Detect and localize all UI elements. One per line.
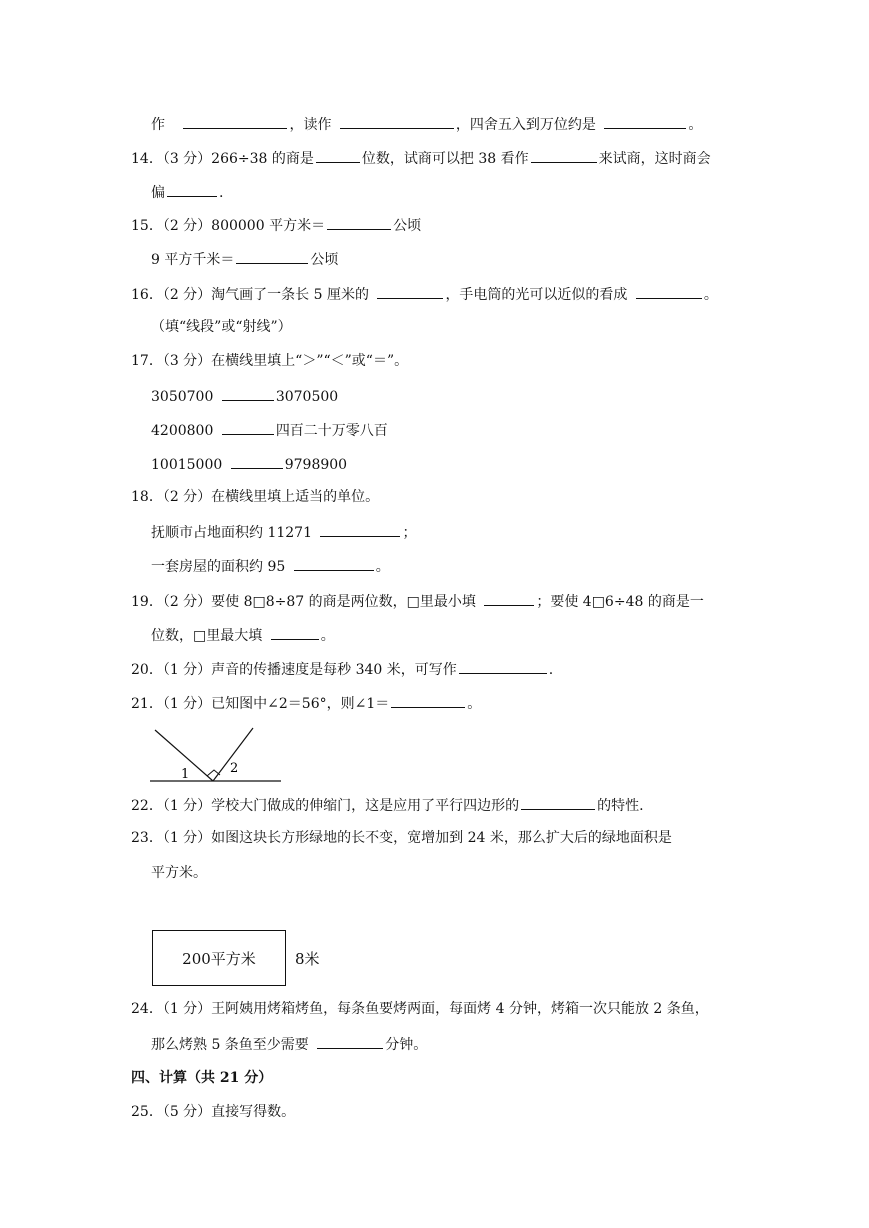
q19-line-2 — [151, 624, 335, 646]
q13-text-a: 作 — [151, 117, 165, 133]
q18-line — [131, 487, 379, 507]
q24-text-a: 24．（1 分）王阿姨用烤箱烤鱼，每条鱼要烤两面，每面烤 4 分钟，烤箱一次只能放 2 条鱼， — [131, 1001, 709, 1017]
q22-blank[interactable] — [521, 794, 595, 810]
q15-line-2 — [151, 248, 338, 270]
q19-text-d: 。 — [320, 628, 335, 644]
q17-row3-left: 10015000 — [151, 457, 223, 473]
q16-blank-2[interactable] — [636, 283, 702, 299]
q16-text-a: 16．（2 分）淘气画了一条长 5 厘米的 — [131, 287, 369, 303]
q17-row-1 — [151, 385, 338, 407]
q18-blank-2[interactable] — [294, 555, 374, 571]
q19-text-c: 位数，□里最大填 — [151, 628, 263, 644]
q20-blank[interactable] — [459, 658, 547, 674]
q24-line-1 — [131, 999, 709, 1019]
q15-text-c: 9 平方千米＝ — [151, 252, 235, 268]
angle-figure — [145, 722, 285, 784]
q21-line — [131, 692, 481, 714]
q23-line-2 — [151, 863, 207, 883]
q24-text-b: 那么烤熟 5 条鱼至少需要 — [151, 1037, 309, 1053]
q21-blank[interactable] — [391, 692, 465, 708]
section-4-title: 四、计算（共 21 分） — [131, 1070, 273, 1086]
angle-1-label: 1 — [181, 767, 190, 782]
q13-blank-1[interactable] — [183, 113, 287, 129]
q14-text-b: 位数，试商可以把 38 看作 — [361, 151, 529, 167]
q24-line-2 — [151, 1033, 427, 1055]
q14-line-2 — [151, 181, 223, 203]
q17-row2-right: 四百二十万零八百 — [275, 423, 388, 439]
q18-blank-1[interactable] — [320, 521, 400, 537]
q17-row-3 — [151, 453, 347, 475]
q18-row-2 — [151, 555, 390, 577]
q23-line-1 — [131, 828, 672, 848]
q19-blank-1[interactable] — [484, 590, 534, 606]
q18-row-1 — [151, 521, 416, 543]
q22-text-b: 的特性. — [597, 798, 644, 814]
rectangle-area-label: 200平方米 — [182, 949, 256, 968]
q17-blank-2[interactable] — [222, 419, 274, 435]
green-area-rectangle — [152, 930, 286, 986]
q18-row2-text: 一套房屋的面积约 95 — [151, 559, 286, 575]
q13-text-b: ，读作 — [289, 117, 332, 133]
q14-line-1 — [131, 147, 711, 169]
q17-row2-left: 4200800 — [151, 423, 214, 439]
q15-text-a: 15．（2 分）800000 平方米＝ — [131, 218, 326, 234]
q17-row1-left: 3050700 — [151, 389, 214, 405]
section-4-heading — [131, 1068, 272, 1088]
q14-text-e: . — [219, 185, 224, 201]
q19-line-1 — [131, 590, 704, 612]
q22-text-a: 22．（1 分）学校大门做成的伸缩门，这是应用了平行四边形的 — [131, 798, 520, 814]
q13-line — [151, 113, 702, 135]
q24-blank[interactable] — [317, 1033, 383, 1049]
q16-text-c: 。 — [703, 287, 718, 303]
q18-row2-end: 。 — [375, 559, 390, 575]
q19-text-a: 19．（2 分）要使 8□8÷87 的商是两位数，□里最小填 — [131, 594, 476, 610]
q25-text: 25．（5 分）直接写得数。 — [131, 1104, 296, 1120]
q25-line — [131, 1102, 295, 1122]
q16-blank-1[interactable] — [377, 283, 443, 299]
q14-text-d: 偏 — [151, 185, 165, 201]
q13-blank-3[interactable] — [604, 113, 686, 129]
q23-text-b: 平方米。 — [151, 865, 207, 881]
q20-line — [131, 658, 553, 680]
angle-2-label: 2 — [230, 761, 239, 776]
q14-blank-1[interactable] — [316, 147, 360, 163]
q16-text-b: ，手电筒的光可以近似的看成 — [445, 287, 628, 303]
q20-text-a: 20．（1 分）声音的传播速度是每秒 340 米，可写作 — [131, 662, 457, 678]
q22-line — [131, 794, 644, 816]
q15-blank-1[interactable] — [327, 214, 391, 230]
q21-text-a: 21．（1 分）已知图中∠2＝56°，则∠1＝ — [131, 696, 390, 712]
q17-line — [131, 351, 408, 371]
q17-blank-1[interactable] — [222, 385, 274, 401]
q15-line-1 — [131, 214, 421, 236]
q21-text-b: 。 — [467, 696, 482, 712]
q14-blank-3[interactable] — [167, 181, 217, 197]
q23-text-a: 23．（1 分）如图这块长方形绿地的长不变，宽增加到 24 米，那么扩大后的绿地面积是 — [131, 830, 672, 846]
q14-blank-2[interactable] — [531, 147, 597, 163]
q16-text-d: （填“线段”或“射线”） — [151, 319, 292, 335]
q15-blank-2[interactable] — [236, 248, 308, 264]
q17-blank-3[interactable] — [231, 453, 283, 469]
q15-text-b: 公顷 — [393, 218, 422, 234]
q16-line-2 — [151, 317, 292, 337]
q17-row-2 — [151, 419, 388, 441]
q24-text-c: 分钟。 — [385, 1037, 428, 1053]
q19-text-b: ；要使 4□6÷48 的商是一 — [536, 594, 704, 610]
q16-line-1 — [131, 283, 718, 305]
q13-blank-2[interactable] — [340, 113, 454, 129]
q13-text-c: ，四舍五入到万位约是 — [455, 117, 596, 133]
q13-text-d: 。 — [688, 117, 703, 133]
q14-text-c: 来试商，这时商会 — [598, 151, 711, 167]
q18-text: 18．（2 分）在横线里填上适当的单位。 — [131, 489, 380, 505]
rectangle-side-label: 8米 — [295, 950, 320, 968]
q20-text-b: . — [548, 662, 554, 678]
q18-row1-end: ； — [402, 525, 417, 541]
q17-row3-right: 9798900 — [284, 457, 348, 473]
q15-text-d: 公顷 — [310, 252, 339, 268]
q14-text-a: 14．（3 分）266÷38 的商是 — [131, 151, 314, 167]
q17-text: 17．（3 分）在横线里填上“＞”“＜”或“＝”。 — [131, 353, 409, 369]
q19-blank-2[interactable] — [271, 624, 319, 640]
q17-row1-right: 3070500 — [275, 389, 339, 405]
q18-row1-text: 抚顺市占地面积约 11271 — [151, 525, 312, 541]
